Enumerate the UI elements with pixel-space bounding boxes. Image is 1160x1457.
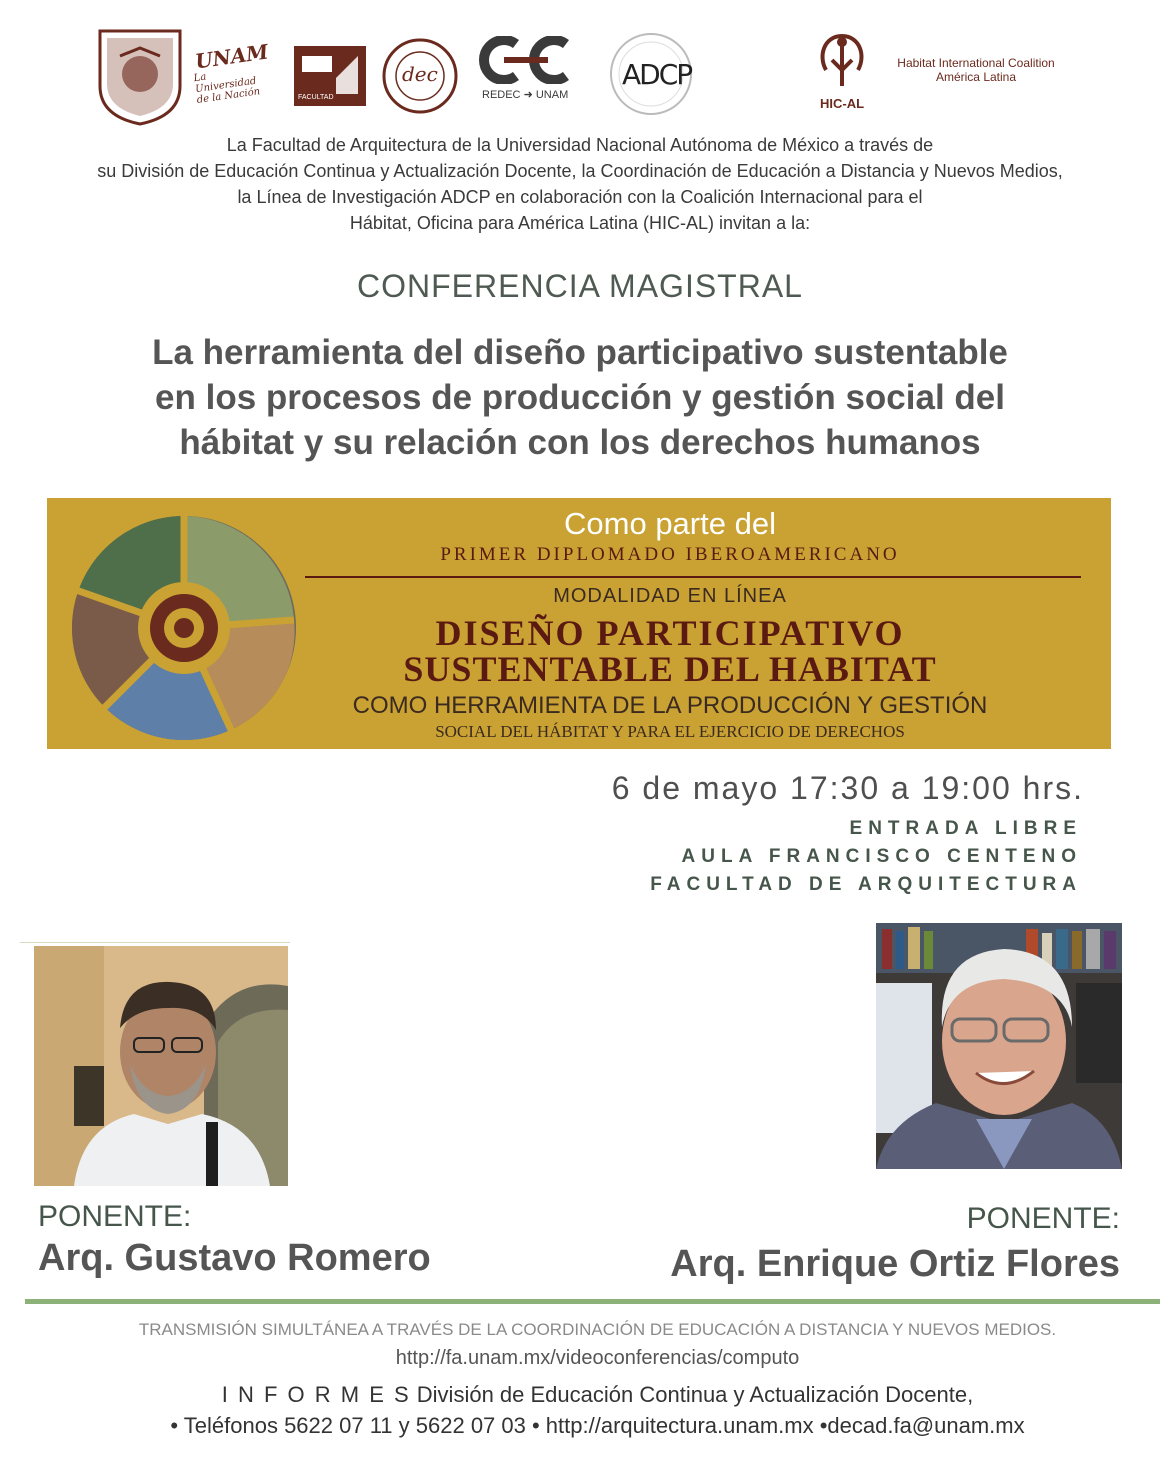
hic-al-label: HIC-AL xyxy=(820,96,865,111)
redec-label: REDEC xyxy=(482,89,521,101)
intro-line: su División de Educación Continua y Actualización Docente, la Coordinación de Educación a Distancia y Nuevos Medios, xyxy=(97,161,1063,181)
hic-text-block xyxy=(886,56,1066,84)
banner-social: SOCIAL DEL HÁBITAT Y PARA EL EJERCICIO DE DERECHOS xyxy=(435,722,905,741)
unam-tagline: La Universidad de la Nación xyxy=(193,71,261,106)
unam-wordmark-logo xyxy=(193,39,275,106)
banner-diseno-line2: SUSTENTABLE DEL HABITAT xyxy=(403,649,937,689)
contact-line: • Teléfonos 5622 07 11 y 5622 07 03 • http://arquitectura.unam.mx •decad.fa@unam.mx xyxy=(170,1413,1025,1438)
dec-seal-logo xyxy=(380,36,460,116)
banner-diseno-line1: DISEÑO PARTICIPATIVO xyxy=(435,613,905,653)
event-date: 6 de mayo 17:30 a 19:00 hrs. xyxy=(611,770,1084,806)
arrow-icon: ➜ xyxy=(523,89,536,101)
intro-line: Hábitat, Oficina para América Latina (HIC-AL) invitan a la: xyxy=(349,213,811,233)
title-line: en los procesos de producción y gestión social del xyxy=(155,378,1005,417)
event-facultad: FACULTAD DE ARQUITECTURA xyxy=(650,874,1082,895)
speaker-photo-enrique-ortiz xyxy=(876,923,1122,1169)
ponente-label-right: PONENTE: xyxy=(966,1202,1120,1235)
speaker-name-left: Arq. Gustavo Romero xyxy=(38,1237,431,1279)
ponente-label-left: PONENTE: xyxy=(38,1200,192,1233)
intro-paragraph xyxy=(60,132,1100,236)
transmision-note: TRANSMISIÓN SIMULTÁNEA A TRAVÉS DE LA COORDINACIÓN DE EDUCACIÓN A DISTANCIA Y NUEVOS MEDIOS. xyxy=(138,1320,1057,1339)
photo-frame-line xyxy=(20,942,290,943)
diplomado-emblem xyxy=(62,510,302,742)
event-entrada: ENTRADA LIBRE xyxy=(849,818,1082,839)
hic-al-logo xyxy=(812,26,882,116)
facultad-arquitectura-logo xyxy=(292,44,368,108)
hic-line2: América Latina xyxy=(935,70,1017,84)
banner-como-parte: Como parte del xyxy=(564,506,776,541)
event-aula: AULA FRANCISCO CENTENO xyxy=(681,846,1082,867)
hic-line1: Habitat International Coalition xyxy=(897,56,1055,70)
footer-divider xyxy=(25,1299,1160,1304)
title-line: La herramienta del diseño participativo sustentable xyxy=(152,333,1008,372)
informes-line xyxy=(0,1382,1160,1408)
redec-unam-logo xyxy=(470,36,582,108)
conference-title xyxy=(40,330,1120,465)
informes-label: I N F O R M E S xyxy=(221,1382,411,1407)
unam-escudo-logo xyxy=(95,26,185,126)
conference-label: CONFERENCIA MAGISTRAL xyxy=(357,268,803,304)
adcp-logo xyxy=(606,30,696,118)
videoconferencias-link[interactable]: http://fa.unam.mx/videoconferencias/computo xyxy=(395,1347,800,1369)
unam-wordmark: UNAM xyxy=(193,39,270,74)
adcp-logo-text: ADCP xyxy=(622,58,692,91)
banner-divider xyxy=(305,576,1081,578)
speaker-photo-gustavo-romero xyxy=(34,946,288,1186)
intro-line: la Línea de Investigación ADCP en colaboración con la Coalición Internacional para el xyxy=(237,187,923,207)
banner-primer-diplomado: PRIMER DIPLOMADO IBEROAMERICANO xyxy=(440,544,900,565)
informes-text: División de Educación Continua y Actualización Docente, xyxy=(410,1382,974,1407)
banner-herramienta: COMO HERRAMIENTA DE LA PRODUCCIÓN Y GESTIÓN xyxy=(352,692,988,719)
intro-line: La Facultad de Arquitectura de la Universidad Nacional Autónoma de México a través de xyxy=(226,135,934,155)
banner-modalidad: MODALIDAD EN LÍNEA xyxy=(553,585,787,607)
title-line: hábitat y su relación con los derechos humanos xyxy=(179,423,981,462)
speaker-name-right: Arq. Enrique Ortiz Flores xyxy=(670,1243,1120,1285)
dec-seal-text: dec xyxy=(402,62,438,86)
facultad-logo-label: FACULTAD xyxy=(298,94,334,101)
redec-unam-label: UNAM xyxy=(535,89,569,101)
